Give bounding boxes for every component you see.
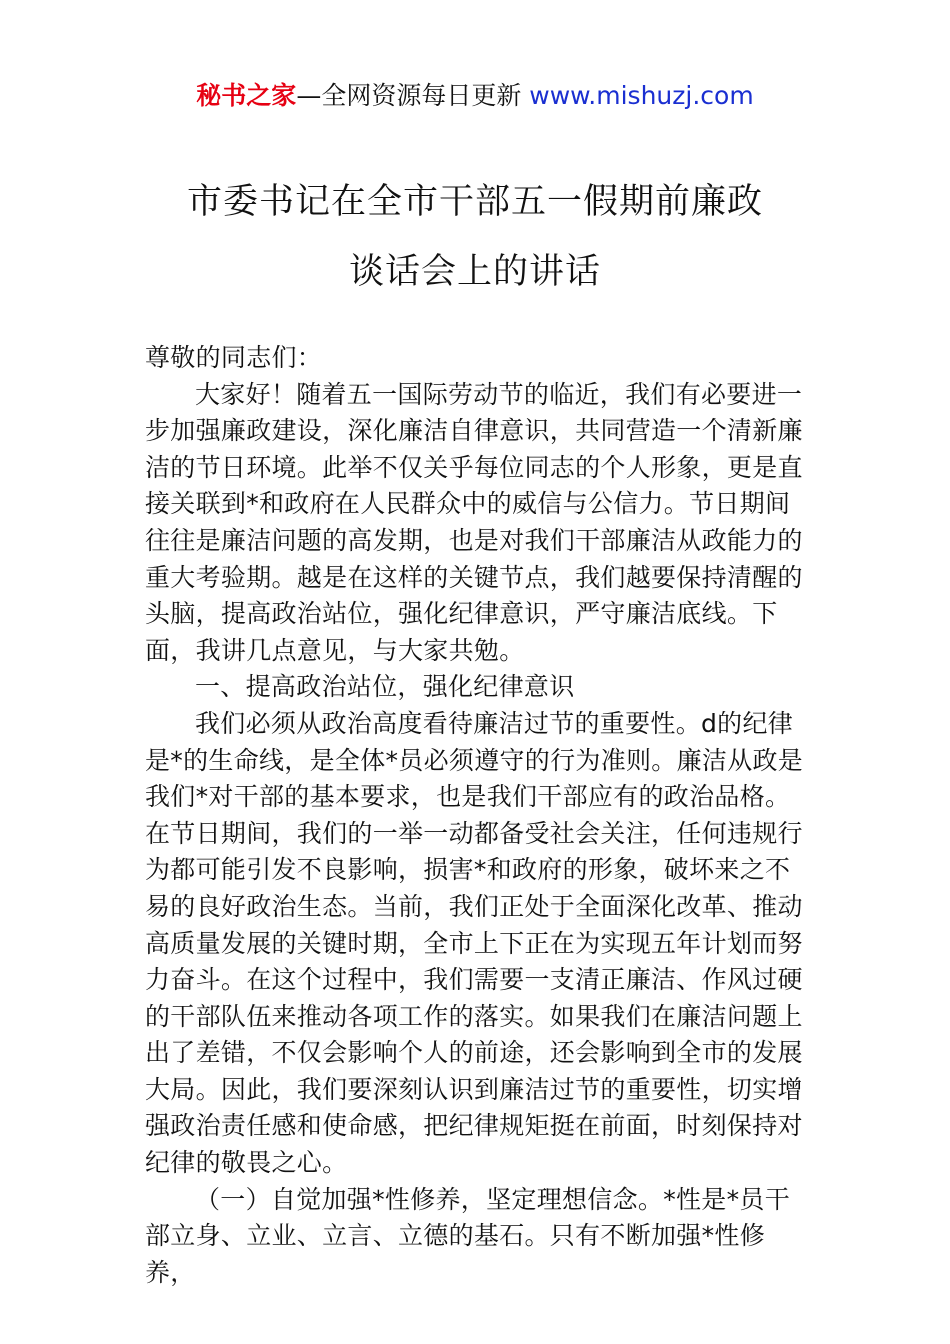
site-header (0, 80, 950, 112)
document-body (145, 340, 807, 1291)
paragraph-section-1: 我们必须从政治高度看待廉洁过节的重要性。d的纪律是*的生命线，是全体*员必须遵守的行为准则。廉洁从政是我们*对干部的基本要求，也是我们干部应有的政治品格。在节日期间，我们的一举一动都备受社会关注，任何违规行为都可能引发不良影响，损害*和政府的形象，破坏来之不易的良好政治生态。当前，我们正处于全面深化改革、推动高质量发展的关键时期，全市上下正在为实现五年计划而努力奋斗。在这个过程中，我们需要一支清正廉洁、作风过硬的干部队伍来推动各项工作的落实。如果我们在廉洁问题上出了差错，不仅会影响个人的前途，还会影响到全市的发展大局。因此，我们要深刻认识到廉洁过节的重要性，切实增强政治责任感和使命感，把纪律规矩挺在前面，时刻保持对纪律的敬畏之心。 (145, 708, 804, 1178)
salutation: 尊敬的同志们： (145, 343, 323, 372)
header-tagline: —全网资源每日更新 (296, 81, 530, 110)
site-url-link[interactable]: www.mishuzj.com (529, 81, 754, 110)
document-title-line-2: 谈话会上的讲话 (348, 252, 601, 292)
brand-name: 秘书之家 (196, 81, 297, 110)
subsection-1: （一）自觉加强*性修养，坚定理想信念。*性是*员干部立身、立业、立言、立德的基石。只有不断加强*性修养， (145, 1184, 791, 1287)
section-heading-1: 一、提高政治站位，强化纪律意识 (195, 672, 575, 702)
paragraph-intro: 大家好！随着五一国际劳动节的临近，我们有必要进一步加强廉政建设，深化廉洁自律意识，共同营造一个清新廉洁的节日环境。此举不仅关乎每位同志的个人形象，更是直接关联到*和政府在人民群众中的威信与公信力。节日期间往往是廉洁问题的高发期，也是对我们干部廉洁从政能力的重大考验期。越是在这样的关键节点，我们越要保持清醒的头脑，提高政治站位，强化纪律意识，严守廉洁底线。下面，我讲几点意见，与大家共勉。 (145, 379, 803, 665)
document-title-line-1: 市委书记在全市干部五一假期前廉政 (186, 182, 763, 222)
